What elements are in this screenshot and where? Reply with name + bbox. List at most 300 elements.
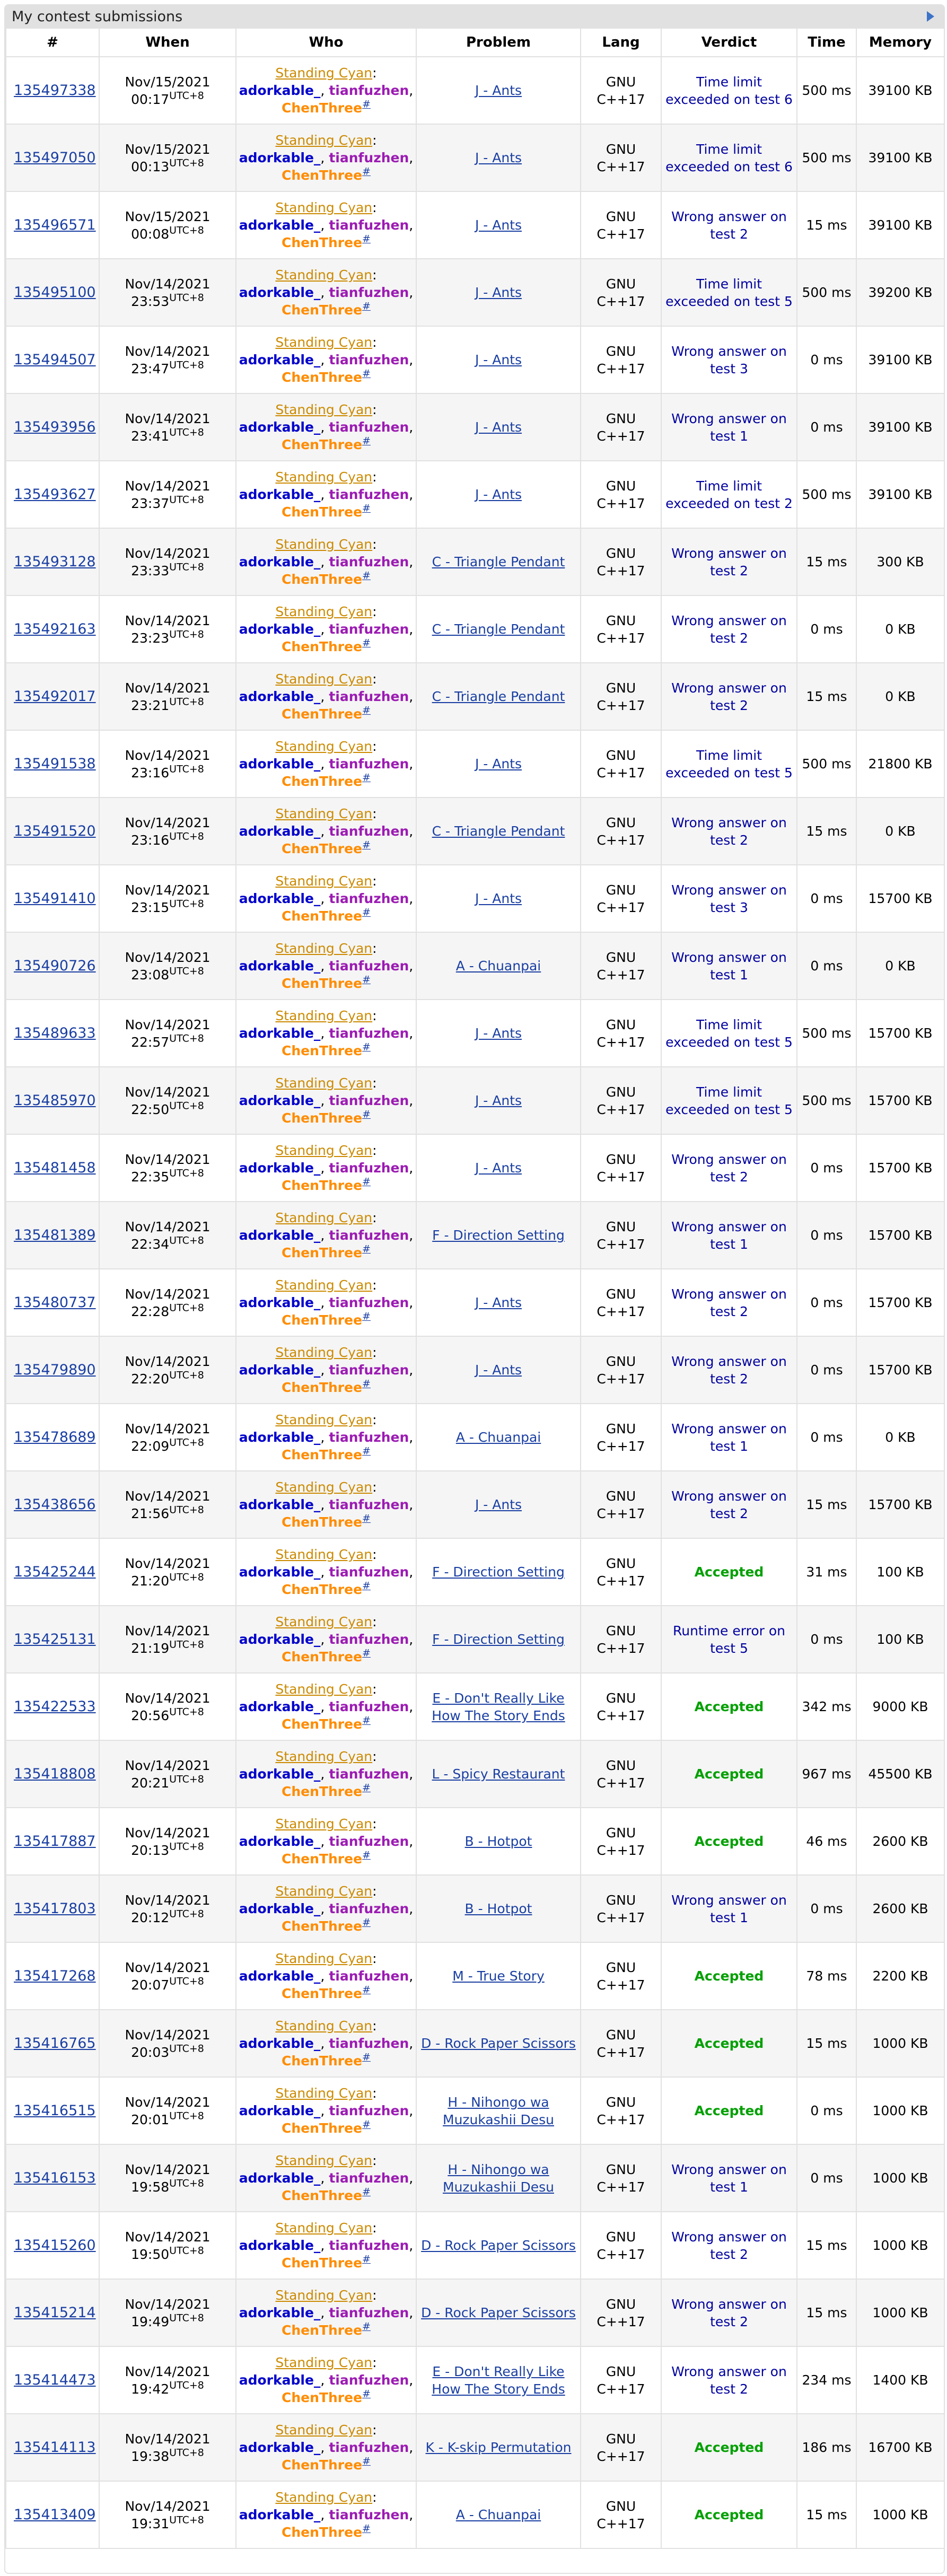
team-hash-link[interactable]: #: [362, 367, 371, 380]
member-link[interactable]: adorkable_: [239, 2305, 321, 2320]
cell-submission-id: [6, 2077, 99, 2144]
problem-link[interactable]: F - Direction Setting: [432, 1564, 565, 1580]
submission-id-link[interactable]: 135417803: [14, 1900, 96, 1917]
problem-link[interactable]: H - Nihongo wa Muzukashii Desu: [443, 2161, 554, 2195]
member-link[interactable]: tianfuzhen: [329, 1564, 409, 1580]
submission-id-link[interactable]: 135496571: [14, 217, 96, 233]
member-link[interactable]: ChenThree: [282, 2053, 363, 2069]
team-link[interactable]: Standing Cyan: [275, 1008, 373, 1023]
member-link[interactable]: ChenThree: [282, 1851, 363, 1867]
member-link[interactable]: adorkable_: [239, 621, 321, 637]
member-link[interactable]: tianfuzhen: [329, 1228, 409, 1243]
member-link[interactable]: adorkable_: [239, 1160, 321, 1176]
problem-link[interactable]: F - Direction Setting: [432, 1228, 565, 1243]
team-link[interactable]: Standing Cyan: [275, 739, 373, 754]
submission-id-link[interactable]: 135415214: [14, 2305, 96, 2321]
team-link[interactable]: Standing Cyan: [275, 1143, 373, 1158]
member-link[interactable]: tianfuzhen: [329, 1834, 409, 1849]
team-hash-link[interactable]: #: [362, 1310, 371, 1322]
member-link[interactable]: adorkable_: [239, 1295, 321, 1310]
team-hash-link[interactable]: #: [362, 974, 371, 986]
team-hash-link[interactable]: #: [362, 1108, 371, 1120]
member-link[interactable]: adorkable_: [239, 2036, 321, 2051]
submissions-table: [5, 28, 945, 2549]
team-link[interactable]: Standing Cyan: [275, 1816, 373, 1832]
team-link[interactable]: Standing Cyan: [275, 671, 373, 687]
cell-submission-id: [6, 730, 99, 798]
team-hash-link[interactable]: #: [362, 98, 371, 110]
team-hash-link[interactable]: #: [362, 1512, 371, 1524]
team-hash-link[interactable]: #: [362, 772, 371, 784]
member-link[interactable]: tianfuzhen: [329, 1699, 409, 1714]
member-link[interactable]: ChenThree: [282, 504, 363, 520]
submission-id-link[interactable]: 135425131: [14, 1631, 96, 1648]
team-hash-link[interactable]: #: [362, 637, 371, 649]
table-row: [6, 865, 944, 932]
problem-link[interactable]: A - Chuanpai: [455, 2507, 541, 2522]
problem-link[interactable]: M - True Story: [452, 1968, 545, 1984]
problem-link[interactable]: H - Nihongo wa Muzukashii Desu: [443, 2094, 554, 2127]
member-link[interactable]: ChenThree: [282, 1245, 363, 1260]
team-link[interactable]: Standing Cyan: [275, 2086, 373, 2101]
member-link[interactable]: tianfuzhen: [329, 2440, 409, 2455]
member-link[interactable]: tianfuzhen: [329, 2170, 409, 2186]
problem-link[interactable]: J - Ants: [475, 419, 522, 435]
problem-link[interactable]: F - Direction Setting: [432, 1632, 565, 1647]
team-hash-link[interactable]: #: [362, 1782, 371, 1794]
team-link[interactable]: Standing Cyan: [275, 1681, 373, 1697]
member-link[interactable]: ChenThree: [282, 706, 363, 722]
submission-id-link[interactable]: 135491520: [14, 823, 96, 839]
team-hash-link[interactable]: #: [362, 1714, 371, 1727]
submission-id-link[interactable]: 135416153: [14, 2170, 96, 2186]
member-link[interactable]: adorkable_: [239, 958, 321, 974]
member-link[interactable]: ChenThree: [282, 639, 363, 654]
problem-link[interactable]: J - Ants: [475, 1093, 522, 1108]
verdict-text: Time limit exceeded on test 5: [665, 1017, 793, 1050]
member-link[interactable]: ChenThree: [282, 1043, 363, 1058]
team-link[interactable]: Standing Cyan: [275, 133, 373, 148]
team-link[interactable]: Standing Cyan: [275, 941, 373, 956]
cell-memory: 39100 KB: [856, 393, 944, 461]
problem-link[interactable]: A - Chuanpai: [455, 958, 541, 974]
problem-link[interactable]: C - Triangle Pendant: [432, 823, 565, 839]
submission-id-link[interactable]: 135417268: [14, 1968, 96, 1984]
team-link[interactable]: Standing Cyan: [275, 1479, 373, 1495]
cell-when: [99, 1269, 236, 1336]
member-link[interactable]: tianfuzhen: [329, 823, 409, 839]
team-link[interactable]: Standing Cyan: [275, 267, 373, 283]
member-link[interactable]: ChenThree: [282, 100, 363, 116]
member-link[interactable]: tianfuzhen: [329, 1632, 409, 1647]
member-link[interactable]: tianfuzhen: [329, 891, 409, 906]
member-link[interactable]: tianfuzhen: [329, 2507, 409, 2522]
team-link[interactable]: Standing Cyan: [275, 2288, 373, 2303]
team-hash-link[interactable]: #: [362, 1041, 371, 1053]
member-link[interactable]: tianfuzhen: [329, 958, 409, 974]
team-hash-link[interactable]: #: [362, 435, 371, 447]
timezone-label: UTC+8: [169, 157, 204, 169]
member-link[interactable]: ChenThree: [282, 1986, 363, 2001]
problem-link[interactable]: J - Ants: [475, 217, 522, 233]
submission-id-link[interactable]: 135413409: [14, 2507, 96, 2523]
member-link[interactable]: tianfuzhen: [329, 352, 409, 367]
member-link[interactable]: adorkable_: [239, 2440, 321, 2455]
member-link[interactable]: adorkable_: [239, 1766, 321, 1782]
problem-link[interactable]: J - Ants: [475, 891, 522, 906]
submission-id-link[interactable]: 135490726: [14, 958, 96, 974]
problem-link[interactable]: J - Ants: [475, 1362, 522, 1378]
member-link[interactable]: adorkable_: [239, 1093, 321, 1108]
member-link[interactable]: adorkable_: [239, 1430, 321, 1445]
submission-id-link[interactable]: 135417887: [14, 1833, 96, 1850]
submission-id-link[interactable]: 135415260: [14, 2237, 96, 2254]
team-link[interactable]: Standing Cyan: [275, 2422, 373, 2438]
member-link[interactable]: adorkable_: [239, 487, 321, 502]
member-link[interactable]: adorkable_: [239, 217, 321, 233]
timezone-label: UTC+8: [169, 965, 204, 977]
problem-link[interactable]: C - Triangle Pendant: [432, 689, 565, 704]
cell-lang: GNU C++17: [581, 1000, 661, 1067]
team-hash-link[interactable]: #: [362, 2388, 371, 2400]
cell-memory: 100 KB: [856, 1538, 944, 1606]
team-hash-link[interactable]: #: [362, 2522, 371, 2535]
team-hash-link[interactable]: #: [362, 1243, 371, 1255]
member-link[interactable]: ChenThree: [282, 1178, 363, 1193]
team-link[interactable]: Standing Cyan: [275, 1547, 373, 1562]
submission-id-link[interactable]: 135492017: [14, 688, 96, 705]
team-link[interactable]: Standing Cyan: [275, 2355, 373, 2370]
submission-date: Nov/14/2021: [125, 949, 211, 965]
team-link[interactable]: Standing Cyan: [275, 1277, 373, 1293]
member-link[interactable]: tianfuzhen: [329, 1968, 409, 1984]
member-link[interactable]: adorkable_: [239, 1632, 321, 1647]
problem-link[interactable]: J - Ants: [475, 352, 522, 367]
member-link[interactable]: tianfuzhen: [329, 1295, 409, 1310]
team-hash-link[interactable]: #: [362, 569, 371, 582]
team-link[interactable]: Standing Cyan: [275, 1951, 373, 1966]
problem-link[interactable]: J - Ants: [475, 1295, 522, 1310]
member-link[interactable]: tianfuzhen: [329, 487, 409, 502]
cell-time: 0 ms: [797, 595, 856, 663]
member-link[interactable]: tianfuzhen: [329, 2036, 409, 2051]
member-link[interactable]: ChenThree: [282, 1582, 363, 1597]
verdict-text: Wrong answer on test 2: [671, 1286, 787, 1319]
team-link[interactable]: Standing Cyan: [275, 1883, 373, 1899]
problem-link[interactable]: B - Hotpot: [464, 1834, 532, 1849]
member-link[interactable]: adorkable_: [239, 2170, 321, 2186]
member-link[interactable]: ChenThree: [282, 774, 363, 789]
team-hash-link[interactable]: #: [362, 1580, 371, 1592]
member-link[interactable]: adorkable_: [239, 1901, 321, 1916]
member-link[interactable]: ChenThree: [282, 168, 363, 183]
team-hash-link[interactable]: #: [362, 2186, 371, 2198]
cell-verdict: [661, 595, 797, 663]
member-link[interactable]: adorkable_: [239, 1699, 321, 1714]
member-link[interactable]: ChenThree: [282, 1918, 363, 1934]
submission-time: 21:19: [131, 1640, 170, 1656]
team-hash-link[interactable]: #: [362, 502, 371, 514]
member-link[interactable]: adorkable_: [239, 1564, 321, 1580]
member-link[interactable]: ChenThree: [282, 1649, 363, 1664]
problem-link[interactable]: J - Ants: [475, 83, 522, 98]
team-link[interactable]: Standing Cyan: [275, 200, 373, 215]
member-link[interactable]: tianfuzhen: [329, 689, 409, 704]
team-link[interactable]: Standing Cyan: [275, 2220, 373, 2236]
team-link[interactable]: Standing Cyan: [275, 537, 373, 552]
problem-link[interactable]: D - Rock Paper Scissors: [421, 2305, 576, 2320]
team-link[interactable]: Standing Cyan: [275, 604, 373, 619]
problem-link[interactable]: J - Ants: [475, 1497, 522, 1512]
member-link[interactable]: ChenThree: [282, 370, 363, 385]
cell-memory: 15700 KB: [856, 1269, 944, 1336]
column-header-when: When: [99, 28, 236, 57]
problem-link[interactable]: J - Ants: [475, 1160, 522, 1176]
submission-id-link[interactable]: 135422533: [14, 1698, 96, 1715]
team-link[interactable]: Standing Cyan: [275, 402, 373, 417]
submission-id-link[interactable]: 135489633: [14, 1025, 96, 1041]
team-hash-link[interactable]: #: [362, 1916, 371, 1929]
team-hash-link[interactable]: #: [362, 233, 371, 245]
member-link[interactable]: adorkable_: [239, 1497, 321, 1512]
team-link[interactable]: Standing Cyan: [275, 2153, 373, 2168]
member-link[interactable]: tianfuzhen: [329, 2372, 409, 2388]
member-link[interactable]: ChenThree: [282, 2255, 363, 2271]
cell-memory: 39100 KB: [856, 124, 944, 191]
submission-id-link[interactable]: 135414473: [14, 2372, 96, 2388]
member-link[interactable]: ChenThree: [282, 2323, 363, 2338]
member-link[interactable]: tianfuzhen: [329, 1362, 409, 1378]
team-hash-link[interactable]: #: [362, 2253, 371, 2265]
member-link[interactable]: adorkable_: [239, 1228, 321, 1243]
member-link[interactable]: adorkable_: [239, 1362, 321, 1378]
member-link[interactable]: ChenThree: [282, 2188, 363, 2203]
member-link[interactable]: adorkable_: [239, 150, 321, 165]
team-link[interactable]: Standing Cyan: [275, 1749, 373, 1764]
team-link[interactable]: Standing Cyan: [275, 873, 373, 889]
member-link[interactable]: ChenThree: [282, 1380, 363, 1395]
member-link[interactable]: adorkable_: [239, 1834, 321, 1849]
member-link[interactable]: tianfuzhen: [329, 83, 409, 98]
submission-id-link[interactable]: 135495100: [14, 284, 96, 301]
submission-time: 23:41: [131, 428, 170, 444]
table-row: [6, 663, 944, 730]
submission-id-link[interactable]: 135481389: [14, 1227, 96, 1243]
submission-id-link[interactable]: 135493128: [14, 554, 96, 570]
member-link[interactable]: adorkable_: [239, 285, 321, 300]
submission-id-link[interactable]: 135493627: [14, 486, 96, 503]
member-link[interactable]: tianfuzhen: [329, 419, 409, 435]
problem-link[interactable]: J - Ants: [475, 487, 522, 502]
team-hash-link[interactable]: #: [362, 839, 371, 851]
member-link[interactable]: tianfuzhen: [329, 150, 409, 165]
team-link[interactable]: Standing Cyan: [275, 2018, 373, 2034]
submission-id-link[interactable]: 135478689: [14, 1429, 96, 1445]
timezone-label: UTC+8: [169, 1100, 204, 1112]
submission-id-link[interactable]: 135414113: [14, 2439, 96, 2456]
cell-time: 0 ms: [797, 2144, 856, 2212]
cell-memory: 0 KB: [856, 663, 944, 730]
member-link[interactable]: adorkable_: [239, 891, 321, 906]
team-link[interactable]: Standing Cyan: [275, 1210, 373, 1225]
timezone-label: UTC+8: [169, 1504, 204, 1516]
submission-id-link[interactable]: 135480737: [14, 1294, 96, 1311]
cell-time: 500 ms: [797, 124, 856, 191]
member-link[interactable]: tianfuzhen: [329, 1901, 409, 1916]
member-link[interactable]: ChenThree: [282, 2121, 363, 2136]
submission-id-link[interactable]: 135479890: [14, 1362, 96, 1378]
collapse-arrow-icon[interactable]: [927, 11, 934, 22]
member-link[interactable]: tianfuzhen: [329, 1766, 409, 1782]
team-link[interactable]: Standing Cyan: [275, 1345, 373, 1360]
member-link[interactable]: adorkable_: [239, 1026, 321, 1041]
team-hash-link[interactable]: #: [362, 300, 371, 312]
cell-time: 78 ms: [797, 1942, 856, 2010]
member-link[interactable]: tianfuzhen: [329, 1430, 409, 1445]
member-link[interactable]: adorkable_: [239, 554, 321, 569]
problem-link[interactable]: J - Ants: [475, 1026, 522, 1041]
team-hash-link[interactable]: #: [362, 1445, 371, 1457]
team-hash-link[interactable]: #: [362, 704, 371, 716]
member-link[interactable]: adorkable_: [239, 2372, 321, 2388]
team-link[interactable]: Standing Cyan: [275, 1412, 373, 1427]
member-link[interactable]: adorkable_: [239, 689, 321, 704]
member-link[interactable]: adorkable_: [239, 83, 321, 98]
cell-lang: GNU C++17: [581, 1336, 661, 1404]
member-link[interactable]: ChenThree: [282, 2390, 363, 2405]
problem-link[interactable]: D - Rock Paper Scissors: [421, 2036, 576, 2051]
team-hash-link[interactable]: #: [362, 2455, 371, 2467]
submission-id-link[interactable]: 135497338: [14, 82, 96, 99]
member-link[interactable]: ChenThree: [282, 1312, 363, 1328]
member-link[interactable]: tianfuzhen: [329, 554, 409, 569]
problem-link[interactable]: A - Chuanpai: [455, 1430, 541, 1445]
submission-id-link[interactable]: 135416515: [14, 2102, 96, 2119]
member-link[interactable]: tianfuzhen: [329, 1497, 409, 1512]
cell-when: [99, 932, 236, 1000]
submission-id-link[interactable]: 135491410: [14, 890, 96, 907]
member-link[interactable]: ChenThree: [282, 1514, 363, 1530]
team-hash-link[interactable]: #: [362, 2051, 371, 2063]
problem-link[interactable]: K - K-skip Permutation: [425, 2440, 572, 2455]
problem-link[interactable]: B - Hotpot: [464, 1901, 532, 1916]
member-link[interactable]: adorkable_: [239, 1968, 321, 1984]
member-link[interactable]: ChenThree: [282, 2525, 363, 2540]
member-link[interactable]: ChenThree: [282, 908, 363, 924]
member-link[interactable]: tianfuzhen: [329, 1160, 409, 1176]
cell-memory: 45500 KB: [856, 1740, 944, 1808]
problem-link[interactable]: J - Ants: [475, 285, 522, 300]
member-link[interactable]: tianfuzhen: [329, 1093, 409, 1108]
member-link[interactable]: adorkable_: [239, 756, 321, 772]
team-hash-link[interactable]: #: [362, 1984, 371, 1996]
member-link[interactable]: ChenThree: [282, 1110, 363, 1126]
member-link[interactable]: ChenThree: [282, 1784, 363, 1799]
submission-date: Nov/14/2021: [125, 2027, 211, 2043]
team-link[interactable]: Standing Cyan: [275, 1075, 373, 1091]
member-link[interactable]: tianfuzhen: [329, 756, 409, 772]
team-link[interactable]: Standing Cyan: [275, 65, 373, 81]
team-hash-link[interactable]: #: [362, 2118, 371, 2131]
member-link[interactable]: tianfuzhen: [329, 2305, 409, 2320]
team-link[interactable]: Standing Cyan: [275, 1614, 373, 1629]
member-link[interactable]: tianfuzhen: [329, 1026, 409, 1041]
team-hash-link[interactable]: #: [362, 906, 371, 918]
member-link[interactable]: adorkable_: [239, 2507, 321, 2522]
member-link[interactable]: tianfuzhen: [329, 217, 409, 233]
member-link[interactable]: tianfuzhen: [329, 2238, 409, 2253]
cell-who: Standing Cyan: adorkable_, tianfuzhen, ChenThree#: [236, 191, 416, 259]
team-hash-link[interactable]: #: [362, 1176, 371, 1188]
cell-verdict: [661, 1942, 797, 2010]
submission-id-link[interactable]: 135494507: [14, 352, 96, 368]
cell-memory: 39100 KB: [856, 326, 944, 393]
cell-verdict: [661, 1875, 797, 1942]
member-link[interactable]: tianfuzhen: [329, 621, 409, 637]
member-link[interactable]: ChenThree: [282, 841, 363, 856]
submission-id-link[interactable]: 135425244: [14, 1564, 96, 1580]
member-link[interactable]: ChenThree: [282, 1716, 363, 1732]
submission-id-link[interactable]: 135491538: [14, 756, 96, 772]
problem-link[interactable]: E - Don't Really Like How The Story Ends: [432, 2363, 565, 2397]
cell-time: 46 ms: [797, 1808, 856, 1875]
member-link[interactable]: ChenThree: [282, 302, 363, 318]
cell-verdict: [661, 2212, 797, 2279]
submission-id-link[interactable]: 135485970: [14, 1092, 96, 1109]
member-link[interactable]: adorkable_: [239, 823, 321, 839]
problem-link[interactable]: J - Ants: [475, 756, 522, 772]
submission-date: Nov/14/2021: [125, 680, 211, 696]
team-hash-link[interactable]: #: [362, 1647, 371, 1659]
member-link[interactable]: tianfuzhen: [329, 2103, 409, 2118]
problem-link[interactable]: D - Rock Paper Scissors: [421, 2238, 576, 2253]
submission-id-link[interactable]: 135497050: [14, 150, 96, 166]
problem-link[interactable]: J - Ants: [475, 150, 522, 165]
team-link[interactable]: Standing Cyan: [275, 335, 373, 350]
member-link[interactable]: ChenThree: [282, 572, 363, 587]
team-link[interactable]: Standing Cyan: [275, 806, 373, 821]
member-link[interactable]: adorkable_: [239, 419, 321, 435]
member-link[interactable]: ChenThree: [282, 235, 363, 250]
member-link[interactable]: ChenThree: [282, 2457, 363, 2473]
submission-id-link[interactable]: 135416765: [14, 2035, 96, 2052]
submission-id-link[interactable]: 135418808: [14, 1766, 96, 1782]
member-link[interactable]: ChenThree: [282, 1447, 363, 1462]
member-link[interactable]: tianfuzhen: [329, 285, 409, 300]
member-link[interactable]: adorkable_: [239, 352, 321, 367]
submission-date: Nov/14/2021: [125, 2229, 211, 2245]
member-link[interactable]: ChenThree: [282, 976, 363, 991]
problem-link[interactable]: E - Don't Really Like How The Story Ends: [432, 1690, 565, 1723]
team-link[interactable]: Standing Cyan: [275, 469, 373, 485]
team-hash-link[interactable]: #: [362, 1378, 371, 1390]
member-link[interactable]: adorkable_: [239, 2103, 321, 2118]
member-link[interactable]: adorkable_: [239, 2238, 321, 2253]
problem-link[interactable]: C - Triangle Pendant: [432, 621, 565, 637]
team-hash-link[interactable]: #: [362, 1849, 371, 1861]
submission-id-link[interactable]: 135481458: [14, 1160, 96, 1176]
submission-date: Nov/14/2021: [125, 545, 211, 561]
team-link[interactable]: Standing Cyan: [275, 2490, 373, 2505]
submission-id-link[interactable]: 135438656: [14, 1496, 96, 1513]
problem-link[interactable]: C - Triangle Pendant: [432, 554, 565, 569]
problem-link[interactable]: L - Spicy Restaurant: [432, 1766, 565, 1782]
submission-id-link[interactable]: 135492163: [14, 621, 96, 637]
submission-id-link[interactable]: 135493956: [14, 419, 96, 435]
member-link[interactable]: ChenThree: [282, 437, 363, 452]
team-hash-link[interactable]: #: [362, 2320, 371, 2333]
team-hash-link[interactable]: #: [362, 165, 371, 178]
